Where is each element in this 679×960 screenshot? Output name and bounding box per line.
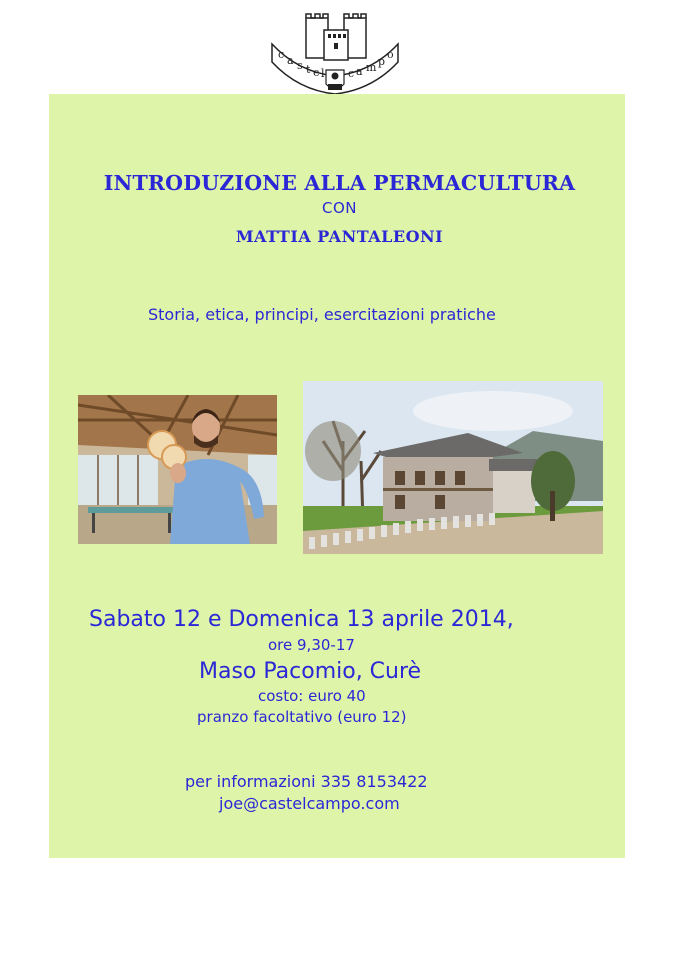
event-hours: ore 9,30-17 bbox=[268, 636, 355, 654]
event-date: Sabato 12 e Domenica 13 aprile 2014, bbox=[89, 607, 514, 632]
event-lunch: pranzo facoltativo (euro 12) bbox=[197, 708, 407, 726]
with-label: CON bbox=[321, 199, 357, 217]
photo-speaker-icon bbox=[78, 395, 277, 544]
speaker-photo bbox=[78, 395, 277, 544]
svg-text:c a s t: c a s t e l c a m p o bbox=[278, 48, 394, 80]
speaker-name: MATTIA PANTALEONI bbox=[235, 227, 444, 246]
contact-phone: per informazioni 335 8153422 bbox=[185, 772, 428, 791]
venue-photo bbox=[303, 381, 603, 554]
event-subtitle: Storia, etica, principi, esercitazioni pratiche bbox=[148, 305, 496, 324]
castelcampo-logo bbox=[268, 10, 402, 98]
event-title: INTRODUZIONE ALLA PERMACULTURA bbox=[103, 171, 576, 195]
event-cost: costo: euro 40 bbox=[258, 687, 366, 705]
photo-venue-icon bbox=[303, 381, 603, 554]
event-place: Maso Pacomio, Curè bbox=[199, 659, 422, 684]
contact-email[interactable]: joe@castelcampo.com bbox=[219, 794, 400, 813]
castle-logo-icon bbox=[268, 10, 402, 98]
